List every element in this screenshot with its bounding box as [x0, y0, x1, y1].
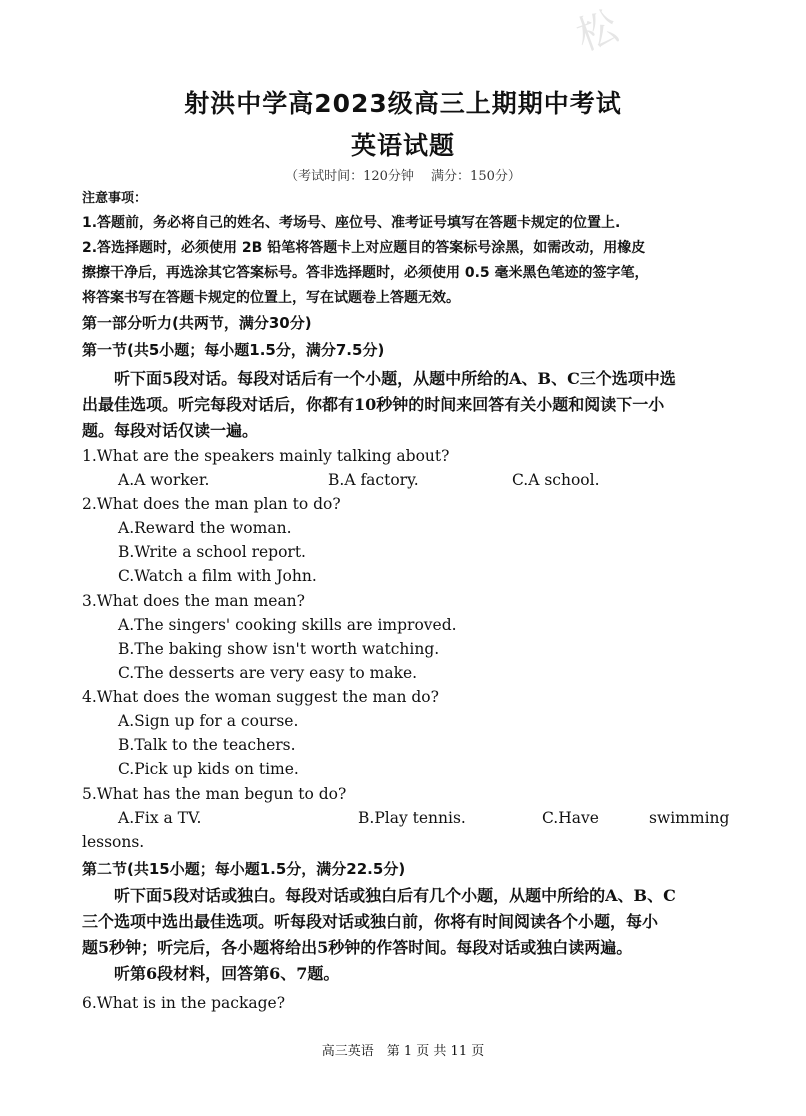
option-continuation: lessons. [82, 833, 145, 851]
option: B.Write a school report. [118, 543, 306, 561]
option: B.The baking show isn't worth watching. [118, 640, 440, 658]
watermark: 松 [570, 3, 624, 61]
option: A.Fix a TV. [118, 809, 202, 827]
note-line: 擦擦干净后，再选涂其它答案标号。答非选择题时，必须使用 0.5 毫米黑色笔迹的签字笔， [82, 265, 649, 281]
section1-intro [82, 366, 727, 444]
option: B.Play tennis. [358, 809, 466, 827]
note-line: 2.答选择题时，必须使用 2B 铅笔将答题卡上对应题目的答案标号涂黑，如需改动，用橡皮 [82, 240, 646, 256]
note-line: 1.答题前，务必将自己的姓名、考场号、座位号、准考证号填写在答题卡规定的位置上. [82, 215, 621, 231]
intro-line: 听下面5段对话。每段对话后有一个小题，从题中所给的A、B、C三个选项中选 [114, 369, 676, 388]
option: C.Pick up kids on time. [118, 760, 299, 778]
option: C.Watch a film with John. [118, 567, 317, 585]
option: A.Sign up for a course. [118, 712, 299, 730]
option: B.Talk to the teachers. [118, 736, 296, 754]
option: A.A worker. [118, 471, 210, 489]
exam-subject: 英语试题 [350, 131, 455, 160]
option-continued: swimming [649, 809, 730, 827]
question-stem: 2.What does the man plan to do? [82, 495, 341, 513]
option: A.Reward the woman. [118, 519, 292, 537]
notes-block [82, 186, 742, 311]
question-stem: 5.What has the man begun to do? [82, 785, 347, 803]
part1-heading: 第一部分听力(共两节，满分30分) [82, 314, 312, 332]
intro-line: 题5秒钟；听完后，各小题将给出5秒钟的作答时间。每段对话或独白读两遍。 [82, 938, 633, 957]
section1-heading: 第一节(共5小题；每小题1.5分，满分7.5分) [82, 341, 385, 359]
intro-line: 三个选项中选出最佳选项。听每段对话或独白前，你将有时间阅读各个小题，每小 [82, 912, 659, 931]
section2-intro [82, 883, 727, 987]
notes-heading: 注意事项： [82, 191, 148, 206]
exam-meta: （考试时间：120分钟 满分：150分） [285, 169, 521, 184]
intro-line: 听下面5段对话或独白。每段对话或独白后有几个小题，从题中所给的A、B、C [114, 886, 676, 905]
note-line: 将答案书写在答题卡规定的位置上，写在试题卷上答题无效。 [82, 290, 460, 306]
question-stem: 4.What does the woman suggest the man do? [82, 688, 439, 706]
option: C.A school. [512, 471, 600, 489]
material-line: 听第6段材料，回答第6、7题。 [114, 964, 340, 983]
page-footer: 高三英语 第 1 页 共 11 页 [321, 1044, 485, 1059]
section2-heading: 第二节(共15小题；每小题1.5分，满分22.5分) [82, 860, 406, 878]
question-stem: 3.What does the man mean? [82, 592, 305, 610]
intro-line: 出最佳选项。听完每段对话后，你都有10秒钟的时间来回答有关小题和阅读下一小 [82, 395, 665, 414]
option: C.The desserts are very easy to make. [118, 664, 418, 682]
option: B.A factory. [328, 471, 419, 489]
question-stem: 6.What is in the package? [82, 994, 285, 1012]
question-stem: 1.What are the speakers mainly talking about? [82, 447, 450, 465]
option: C.Have [542, 809, 599, 827]
exam-title: 射洪中学高2023级高三上期期中考试 [184, 89, 622, 118]
option: A.The singers' cooking skills are improved. [118, 616, 457, 634]
intro-line: 题。每段对话仅读一遍。 [82, 421, 259, 440]
